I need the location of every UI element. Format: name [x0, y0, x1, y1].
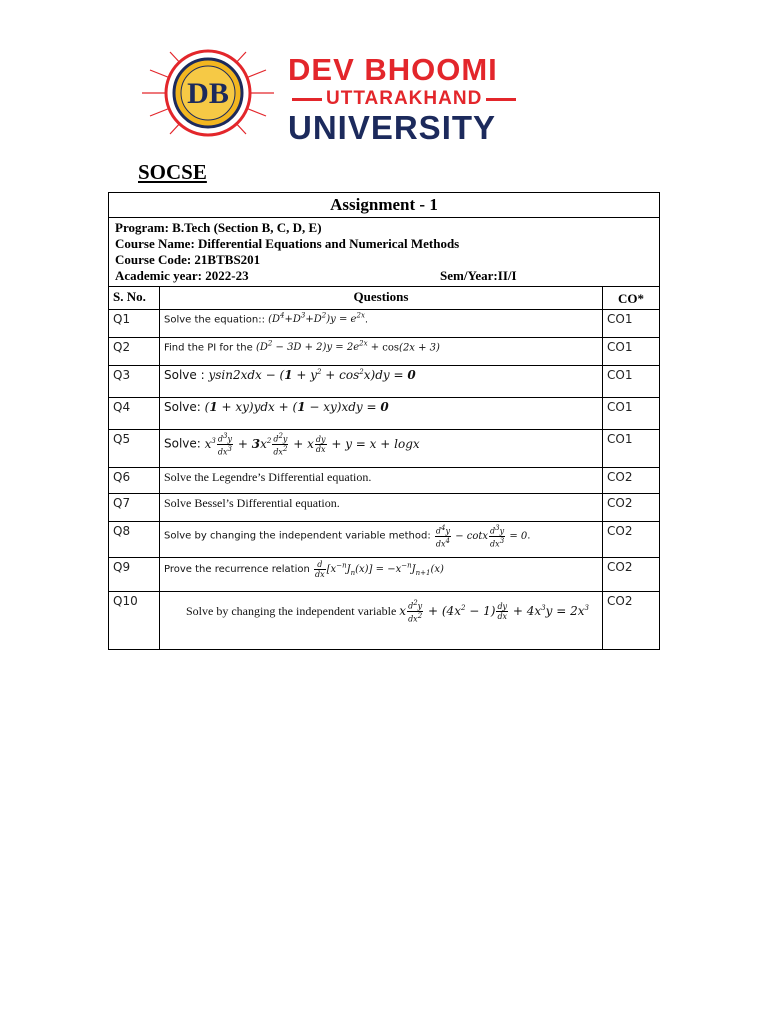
row-question: Prove the recurrence relation $\frac{d}{dx}$ $[x^{-n}J_n(x)] = -x^{-n}J_{n+1}(x)$: [160, 558, 603, 592]
row-sno: Q2: [109, 338, 160, 366]
table-row: [109, 558, 660, 592]
row-sno: Q4: [109, 398, 160, 430]
row-sno: Q5: [109, 430, 160, 468]
row-co: CO1: [603, 430, 660, 468]
university-name-line3: UNIVERSITY: [288, 109, 497, 146]
row-sno: Q6: [109, 468, 160, 494]
row-question: Solve by changing the independent variable x $\frac{d^2y}{dx^2}$ + $(4x^2 - 1)$ $\frac{dy}{dx}$ + $4x^3y = 2x^3$: [160, 592, 603, 650]
university-logo-icon: [140, 48, 276, 138]
info-row: [109, 218, 660, 287]
university-name: [288, 54, 598, 146]
row-co: CO1: [603, 338, 660, 366]
year-row: [115, 268, 653, 284]
table-row: [109, 398, 660, 430]
dash-left: [292, 98, 322, 101]
title-row: [109, 193, 660, 218]
sem-year: Sem/Year:II/I: [440, 268, 517, 283]
svg-text:DB: DB: [187, 77, 229, 110]
table-row: [109, 430, 660, 468]
assignment-title: Assignment - 1: [109, 193, 660, 218]
row-sno: Q8: [109, 522, 160, 558]
university-name-line2: UTTARAKHAND: [288, 88, 598, 110]
course-info: [109, 218, 660, 287]
row-question: Solve: (1 + xy)ydx + (1 − xy)xdy = 0: [160, 398, 603, 430]
row-sno: Q7: [109, 494, 160, 522]
table-row: [109, 592, 660, 650]
row-co: CO1: [603, 310, 660, 338]
school-name: SOCSE: [138, 160, 207, 184]
row-question: Solve the equation:: $(D^4+D^3+D^2)y = e^{2x}$.: [160, 310, 603, 338]
table-row: [109, 468, 660, 494]
row-co: CO2: [603, 494, 660, 522]
header-row: [109, 287, 660, 310]
university-header: [140, 48, 600, 146]
row-question: Solve the Legendre’s Differential equation.: [160, 468, 603, 494]
table-row: [109, 522, 660, 558]
course-name: Course Name: Differential Equations and Numerical Methods: [115, 236, 460, 251]
row-co: CO2: [603, 522, 660, 558]
row-question: Solve: $x^3$ $\frac{d^3y}{dx^3}$ + $3x^2$ $\frac{d^2y}{dx^2}$ + x $\frac{dy}{dx}$ + y = x + logx: [160, 430, 603, 468]
table-row: [109, 310, 660, 338]
row-co: CO1: [603, 366, 660, 398]
row-question: Find the PI for the $(D^2 - 3D + 2)y = 2e^{2x} + \cos(2x + 3)$: [160, 338, 603, 366]
row-co: CO1: [603, 398, 660, 430]
course-code: Course Code: 21BTBS201: [115, 252, 261, 267]
row-sno: Q1: [109, 310, 160, 338]
row-co: CO2: [603, 468, 660, 494]
table-row: [109, 338, 660, 366]
row-sno: Q9: [109, 558, 160, 592]
row-question: Solve by changing the independent variable method: $\frac{d^4y}{dx^4}$ − cotx $\frac{d^3y}{dx^3}$ = 0.: [160, 522, 603, 558]
row-co: CO2: [603, 558, 660, 592]
header-co: CO*: [603, 287, 660, 310]
row-sno: Q3: [109, 366, 160, 398]
table-row: [109, 494, 660, 522]
university-name-line1: DEV BHOOMI: [288, 52, 498, 87]
row-question: Solve Bessel’s Differential equation.: [160, 494, 603, 522]
dash-right: [486, 98, 516, 101]
row-co: CO2: [603, 592, 660, 650]
assignment-table: [108, 192, 660, 650]
row-question: Solve : $ysin2xdx - (1 + y^2 + \cos^2x)dy = 0$: [160, 366, 603, 398]
row-sno: Q10: [109, 592, 160, 650]
academic-year: Academic year: 2022-23: [115, 268, 249, 283]
header-questions: Questions: [160, 287, 603, 310]
program: Program: B.Tech (Section B, C, D, E): [115, 220, 322, 235]
table-row: [109, 366, 660, 398]
header-sno: S. No.: [109, 287, 160, 310]
